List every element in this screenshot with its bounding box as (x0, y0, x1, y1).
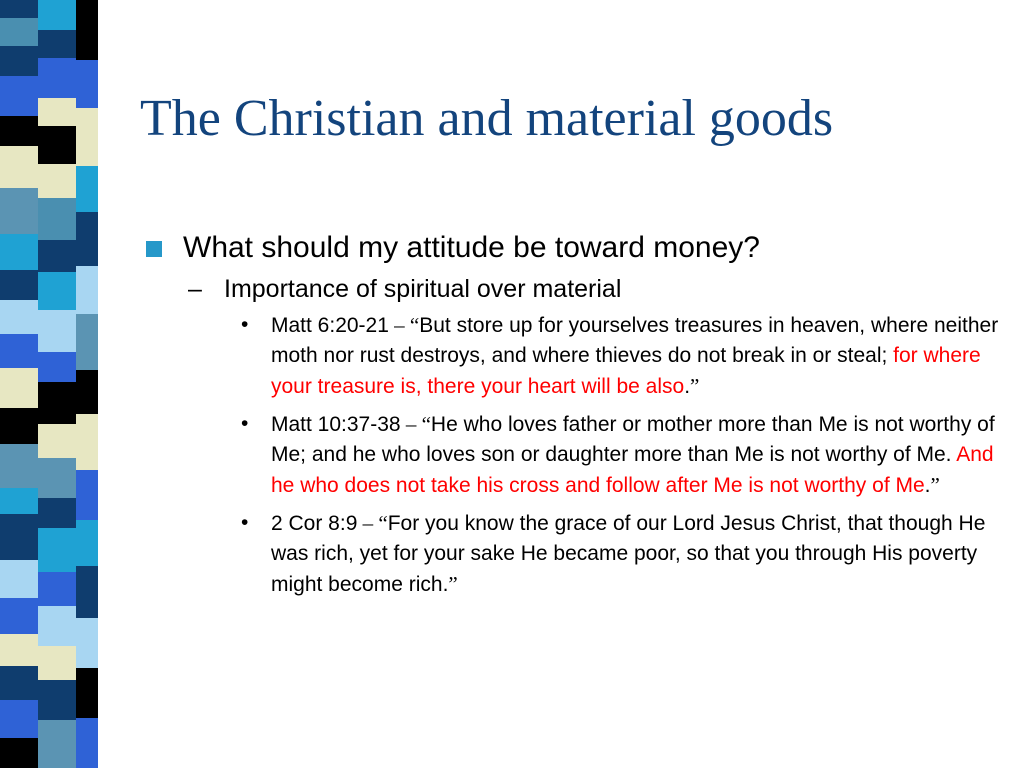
strip-block (38, 572, 76, 606)
strip-block (38, 382, 76, 424)
verse-reference: Matt 10:37-38 (271, 413, 401, 436)
bullet-level2-text: Importance of spiritual over material (224, 275, 622, 303)
bullet-level1 (143, 226, 1003, 270)
verse-reference: 2 Cor 8:9 (271, 512, 358, 535)
strip-block (38, 198, 76, 240)
verse-open-quote: “ (409, 313, 420, 337)
strip-block (0, 234, 38, 270)
bullet-level1-text: What should my attitude be toward money? (183, 231, 760, 264)
slide-title: The Christian and material goods (140, 90, 834, 147)
verse-text: But store up for yourselves treasures in heaven, where neither moth nor rust destroys, and where thieves do not break in or steal; (271, 314, 999, 367)
verse-separator: – (357, 511, 379, 535)
strip-block (76, 212, 98, 266)
verse-item (241, 508, 1003, 600)
strip-block (0, 560, 38, 598)
strip-block (0, 408, 38, 444)
strip-block (0, 76, 38, 116)
strip-block (0, 598, 38, 634)
strip-block (38, 272, 76, 310)
strip-block (76, 166, 98, 212)
strip-block (76, 414, 98, 470)
verse-end: . (684, 375, 691, 398)
strip-block (38, 98, 76, 126)
strip-block (76, 618, 98, 668)
strip-block (0, 488, 38, 514)
verse-open-quote: “ (378, 511, 388, 535)
square-bullet-icon (146, 241, 162, 257)
verse-separator: – (388, 313, 410, 337)
strip-block (38, 458, 76, 498)
verse-reference: Matt 6:20-21 (271, 314, 389, 337)
dot-bullet-icon: • (241, 511, 249, 534)
strip-block (76, 520, 98, 566)
strip-block (0, 146, 38, 188)
strip-block (76, 60, 98, 108)
strip-block (76, 470, 98, 520)
strip-block (0, 700, 38, 738)
strip-block (0, 188, 38, 234)
strip-block (0, 666, 38, 700)
strip-block (76, 314, 98, 370)
verse-emphasis: for where your treasure is, there your heart will be also (271, 344, 981, 398)
verse-close-quote: ” (448, 572, 458, 596)
strip-block (0, 514, 38, 560)
strip-block (38, 352, 76, 382)
strip-block (38, 58, 76, 98)
bullet-level2 (188, 270, 1003, 308)
strip-block (38, 164, 76, 198)
strip-block (0, 444, 38, 488)
strip-block (0, 116, 38, 146)
strip-block (0, 334, 38, 368)
verse-emphasis: And he who does not take his cross and follow after Me is not worthy of Me (271, 443, 994, 497)
strip-block (0, 634, 38, 666)
verse-open-quote: “ (421, 412, 431, 436)
strip-block (38, 424, 76, 458)
strip-block (0, 0, 38, 18)
strip-block (38, 30, 76, 58)
verse-item (241, 310, 1003, 402)
strip-block (0, 300, 38, 334)
strip-block (38, 240, 76, 272)
strip-block (0, 270, 38, 300)
verse-end: . (924, 474, 931, 497)
verse-text: He who loves father or mother more than Me is not worthy of Me; and he who loves son or daughter more than Me is not worthy of Me. (271, 413, 995, 466)
strip-block (76, 370, 98, 414)
dash-bullet-icon: – (188, 275, 202, 303)
strip-block (38, 310, 76, 352)
strip-block (38, 720, 76, 768)
verse-close-quote: ” (690, 374, 700, 398)
verse-separator: – (400, 412, 422, 436)
strip-block (38, 646, 76, 680)
strip-block (0, 46, 38, 76)
dot-bullet-icon: • (241, 412, 249, 435)
strip-block (0, 738, 38, 768)
strip-block (38, 0, 76, 30)
strip-block (76, 0, 98, 60)
strip-block (76, 718, 98, 768)
strip-block (38, 528, 76, 572)
slide-body (143, 226, 1003, 746)
strip-block (76, 566, 98, 618)
strip-block (76, 108, 98, 166)
dot-bullet-icon: • (241, 313, 249, 336)
strip-block (76, 668, 98, 718)
strip-block (0, 368, 38, 408)
strip-block (38, 498, 76, 528)
strip-block (0, 18, 38, 46)
strip-block (38, 126, 76, 164)
verse-close-quote: ” (930, 473, 940, 497)
verse-text: For you know the grace of our Lord Jesus Christ, that though He was rich, yet for your sake He became poor, so that you through His poverty might become rich. (271, 512, 986, 596)
strip-block (38, 606, 76, 646)
verse-item (241, 409, 1003, 501)
strip-block (76, 266, 98, 314)
strip-block (38, 680, 76, 720)
